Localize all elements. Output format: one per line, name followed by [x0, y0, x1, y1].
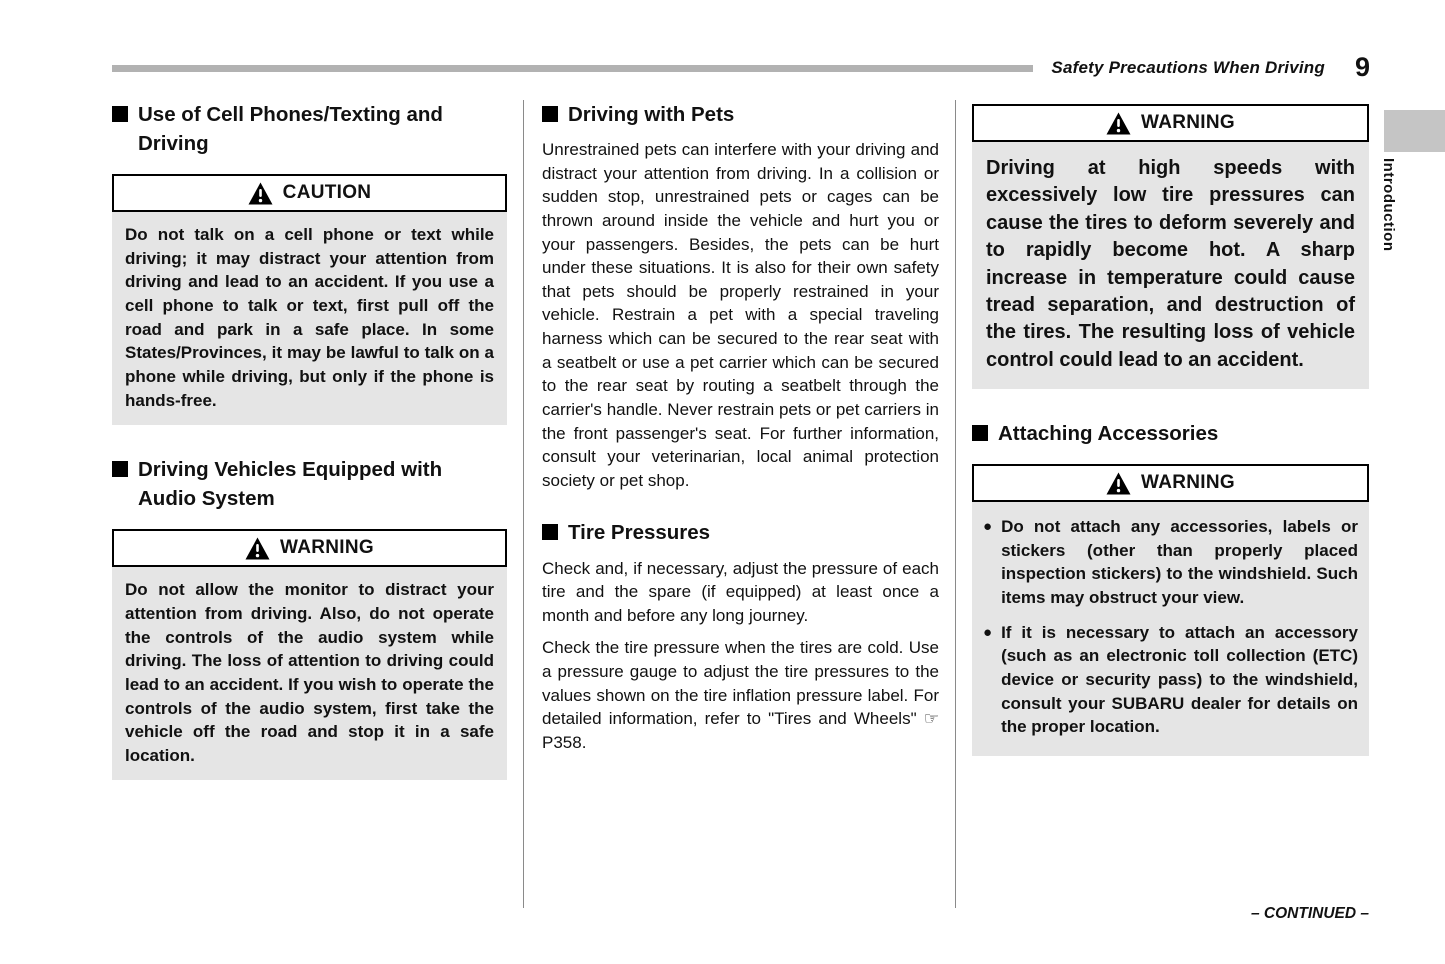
section-heading-text: Tire Pressures — [568, 521, 711, 545]
caution-body-text: Do not talk on a cell phone or text while driving; it may distract your attention from driving and lead to an accident. If you use a cell phone to talk or text, first pull off the road and park in a safe place. In some States/Provinces, it may be lawful to talk on a phone while driving, but only if the phone is hands-free. — [112, 212, 507, 425]
section-heading-audio-system — [112, 455, 507, 513]
column-2 — [542, 100, 939, 755]
warning-bullet-text: Do not attach any accessories, labels or stickers (other than properly placed inspection stickers) to the windshield. Such items may obstruct your view. — [1001, 517, 1358, 608]
square-bullet-icon — [542, 106, 558, 122]
section-heading-text: Use of Cell Phones/Texting and Driving — [138, 103, 443, 156]
warning-bullet-text: If it is necessary to attach an accessory (such as an electronic toll collection (ETC) device or security pass) to the windshield, consult your SUBARU dealer for details on the proper location. — [1001, 622, 1358, 737]
warning-body-text: Driving at high speeds with excessively low tire pressures can cause the tires to deform severely and to rapidly become hot. A sharp increase in temperature could cause tread separation, and destruction of the tires. The resulting loss of vehicle control could lead to an accident. — [972, 142, 1369, 389]
warning-bullet-item — [983, 621, 1358, 739]
tires-paragraph-1: Check and, if necessary, adjust the pressure of each tire and the spare (if equipped) at least once a month and before any long journey. — [542, 558, 939, 625]
caution-box — [112, 174, 507, 425]
column-divider — [523, 100, 524, 908]
warning-triangle-icon — [248, 182, 273, 205]
warning-box-header — [972, 104, 1369, 142]
caution-label: CAUTION — [282, 182, 372, 204]
page-header — [112, 52, 1370, 83]
section-heading-text: Driving Vehicles Equipped with Audio System — [138, 458, 443, 511]
square-bullet-icon — [112, 461, 128, 477]
tires-paragraph-2: Check the tire pressure when the tires are cold. Use a pressure gauge to adjust the tire pressures to the values shown on the tire inflation pressure label. For detailed information, refer to "Tires and Wheels" ☞P358. — [542, 638, 939, 752]
header-rule-bar — [112, 65, 1033, 72]
warning-box-header — [112, 529, 507, 567]
warning-bullet-item — [983, 515, 1358, 610]
warning-label: WARNING — [280, 537, 374, 559]
warning-label: WARNING — [1141, 472, 1235, 494]
section-heading-pets — [542, 100, 939, 129]
square-bullet-icon — [112, 106, 128, 122]
page-number: 9 — [1354, 52, 1370, 82]
warning-triangle-icon — [1106, 112, 1131, 135]
warning-box-tire-speed — [972, 104, 1369, 389]
chapter-tab-marker — [1384, 110, 1445, 152]
warning-triangle-icon — [245, 537, 270, 560]
warning-triangle-icon — [1106, 472, 1131, 495]
warning-label: WARNING — [1141, 112, 1235, 133]
continued-marker: – CONTINUED – — [1251, 905, 1369, 922]
bullet-dot-icon: ● — [983, 623, 993, 641]
warning-bullet-list — [972, 502, 1369, 756]
section-heading-cell-phones — [112, 100, 507, 158]
warning-box-audio — [112, 529, 507, 780]
column-divider — [955, 100, 956, 908]
column-1 — [112, 100, 507, 780]
pets-paragraph: Unrestrained pets can interfere with your driving and distract your attention from driving. In a collision or sudden stop, unrestrained pets or cages can be thrown around inside the vehicle and hurt you or your passengers. Besides, the pets can be hurt under these situations. It is also for their own safety that pets should be properly restrained in your vehicle. Restrain a pet with a special traveling harness which can be secured to the rear seat with a seatbelt or use a pet carrier which can be secured to the rear seat by routing a seatbelt through the carrier's handle. Never restrain pets or pet carriers in the front passenger's seat. For further information, consult your veterinarian, local animal protection society or pet shop. — [542, 140, 939, 490]
caution-box-header — [112, 174, 507, 212]
section-heading-text: Attaching Accessories — [998, 422, 1219, 446]
square-bullet-icon — [542, 524, 558, 540]
section-heading-tire-pressures — [542, 518, 939, 547]
column-3 — [972, 100, 1369, 756]
chapter-tab-label: Introduction — [1380, 158, 1397, 252]
warning-box-header — [972, 464, 1369, 502]
warning-box-accessories — [972, 464, 1369, 756]
square-bullet-icon — [972, 425, 988, 441]
section-heading-accessories — [972, 419, 1369, 448]
section-heading-text: Driving with Pets — [568, 103, 735, 126]
page-header-title: Safety Precautions When Driving — [1051, 57, 1325, 77]
warning-body-text: Do not allow the monitor to distract your attention from driving. Also, do not operate the controls of the audio system while driving. The loss of attention to driving could lead to an accident. If you wish to operate the controls of the audio system, first take the vehicle off the road and stop it in a safe location. — [112, 567, 507, 780]
bullet-dot-icon: ● — [983, 518, 993, 536]
